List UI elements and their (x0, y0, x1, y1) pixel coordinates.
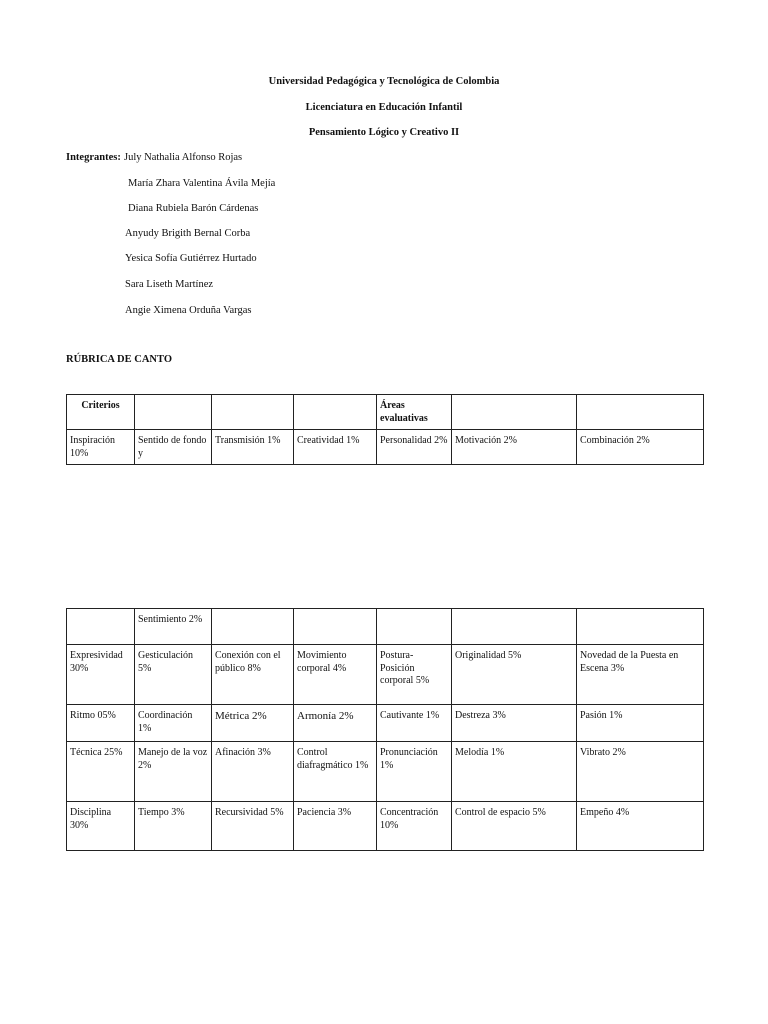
table-header-row (67, 395, 704, 430)
table-cell: Ritmo 05% (67, 705, 135, 742)
table-cell: Métrica 2% (212, 705, 294, 742)
table-cell: Pronunciación 1% (377, 742, 452, 802)
table-cell (377, 609, 452, 645)
table-cell: Recursividad 5% (212, 802, 294, 851)
member-name: Sara Liseth Martínez (125, 279, 214, 290)
table-cell: Empeño 4% (577, 802, 704, 851)
table-cell: Creatividad 1% (294, 430, 377, 465)
table-cell: Control de espacio 5% (452, 802, 577, 851)
table-cell: Novedad de la Puesta en Escena 3% (577, 645, 704, 705)
table-cell: Afinación 3% (212, 742, 294, 802)
table-cell: Transmisión 1% (212, 430, 294, 465)
table-cell (294, 609, 377, 645)
table-cell: Sentimiento 2% (135, 609, 212, 645)
table-row (67, 742, 704, 802)
member-name: Yesica Sofía Gutiérrez Hurtado (125, 253, 257, 264)
header-cell: Criterios (67, 395, 135, 430)
course-title: Pensamiento Lógico y Creativo II (308, 127, 460, 138)
table-cell: Paciencia 3% (294, 802, 377, 851)
member-name: July Nathalia Alfonso Rojas (124, 152, 243, 163)
table-cell: Disciplina 30% (67, 802, 135, 851)
program-title: Licenciatura en Educación Infantil (305, 102, 463, 113)
table-cell: Coordinación 1% (135, 705, 212, 742)
member-name: María Zhara Valentina Ávila Mejía (128, 178, 276, 189)
table-cell: Tiempo 3% (135, 802, 212, 851)
header-cell (577, 395, 704, 430)
table-cell: Expresividad 30% (67, 645, 135, 705)
member-name: Diana Rubiela Barón Cárdenas (128, 203, 259, 214)
members-label: Integrantes: (66, 152, 121, 163)
table-cell: Vibrato 2% (577, 742, 704, 802)
table-cell: Manejo de la voz 2% (135, 742, 212, 802)
table-cell (452, 609, 577, 645)
table-cell: Gesticulación 5% (135, 645, 212, 705)
table-row (67, 645, 704, 705)
university-title: Universidad Pedagógica y Tecnológica de Colombia (268, 76, 500, 87)
header-cell (135, 395, 212, 430)
table-cell: Técnica 25% (67, 742, 135, 802)
rubric-title: RÚBRICA DE CANTO (66, 354, 172, 365)
table-cell: Pasión 1% (577, 705, 704, 742)
table-cell: Concentración 10% (377, 802, 452, 851)
table-cell: Postura- Posición corporal 5% (377, 645, 452, 705)
table-cell: Movimiento corporal 4% (294, 645, 377, 705)
table-cell: Melodía 1% (452, 742, 577, 802)
header-cell (452, 395, 577, 430)
table-cell: Sentido de fondo y (135, 430, 212, 465)
header-cell (212, 395, 294, 430)
header-cell: Áreas evaluativas (377, 395, 452, 430)
table-cell: Control diafragmático 1% (294, 742, 377, 802)
table-row (67, 430, 704, 465)
rubric-table-bottom (66, 608, 704, 851)
table-cell: Conexión con el público 8% (212, 645, 294, 705)
table-cell: Armonía 2% (294, 705, 377, 742)
table-cell: Originalidad 5% (452, 645, 577, 705)
table-cell: Motivación 2% (452, 430, 577, 465)
table-cell: Combinación 2% (577, 430, 704, 465)
table-cell (577, 609, 704, 645)
member-name: Angie Ximena Orduña Vargas (125, 305, 252, 316)
rubric-table-top (66, 394, 704, 465)
member-name: Anyudy Brigith Bernal Corba (125, 228, 251, 239)
table-cell: Inspiración 10% (67, 430, 135, 465)
table-cell: Personalidad 2% (377, 430, 452, 465)
table-cell (67, 609, 135, 645)
table-cell (212, 609, 294, 645)
table-row (67, 802, 704, 851)
table-cell: Destreza 3% (452, 705, 577, 742)
table-row (67, 609, 704, 645)
table-row (67, 705, 704, 742)
table-cell: Cautivante 1% (377, 705, 452, 742)
header-cell (294, 395, 377, 430)
